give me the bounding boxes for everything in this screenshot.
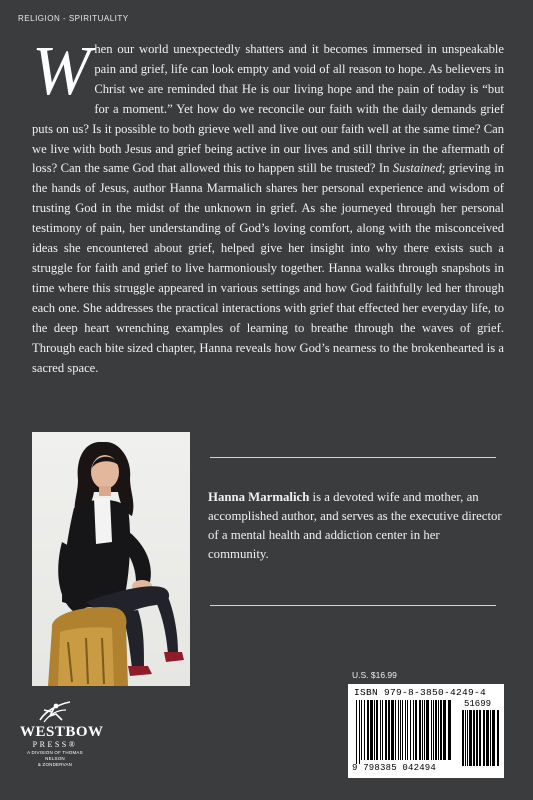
barcode-bar: [422, 700, 423, 760]
author-bio-text: is a devoted wife and mother, an accomplished author, and serves as the executive director of a mental health and addiction center in her community.: [208, 490, 502, 561]
barcode-bar: [385, 700, 387, 760]
barcode-bar: [367, 700, 369, 760]
publisher-logo: [20, 700, 104, 768]
blurb-text-part1: hen our world unexpectedly shatters and it becomes immersed in unspeakable pain and grief, life can look empty and void of all reason to hope. As believers in Christ we are reminded that He is our living hope and the pain of today is “but for a moment.” Yet how do we reconcile our faith with the daily demands grief puts on us? Is it possible to both grieve well and live out our faith well at the same time? Can we live with both Jesus and grief being active in our lives and still thrive in the aftermath of loss? Can the same God that allowed this to happen still be trusted? In: [32, 42, 504, 176]
barcode-bar: [469, 710, 472, 766]
author-photo-illustration: [32, 432, 190, 686]
barcode-bar: [388, 700, 390, 760]
barcode-bar: [374, 700, 375, 760]
category-label: RELIGION - SPIRITUALITY: [18, 14, 129, 23]
barcode-addon-number: 51699: [464, 699, 492, 709]
barcode-bar: [465, 710, 466, 766]
barcode-bar: [402, 700, 403, 760]
author-bio: [208, 488, 503, 564]
book-title-italic: Sustained: [392, 161, 442, 176]
barcode-bar: [395, 700, 396, 760]
barcode-bar: [391, 700, 394, 760]
isbn-number: ISBN 979-8-3850-4249-4: [354, 687, 487, 698]
barcode-bar: [426, 700, 429, 760]
barcode-bar: [415, 700, 417, 760]
barcode-digits: 9 798385 042494: [352, 763, 437, 773]
barcode-bar: [448, 700, 451, 760]
barcode-bar: [438, 700, 439, 760]
barcode-bar: [431, 700, 432, 760]
bio-top-divider: [210, 457, 496, 458]
barcode-bar: [410, 700, 411, 760]
barcode-bar: [440, 700, 442, 760]
barcode-bar: [419, 700, 421, 760]
publisher-archer-icon: [36, 700, 74, 724]
barcode-bar: [361, 700, 362, 760]
barcode-bar: [356, 700, 357, 764]
barcode-bar: [424, 700, 425, 760]
barcode-bar: [376, 700, 378, 760]
publisher-name: WESTBOW: [20, 724, 104, 740]
back-cover-blurb: [32, 33, 504, 378]
barcode-bar: [398, 700, 399, 760]
barcode-bar: [486, 710, 489, 766]
barcode-bar: [492, 710, 495, 766]
barcode-bar: [382, 700, 383, 760]
barcode-bar: [359, 700, 360, 764]
barcode-bar: [380, 700, 381, 760]
barcode-bar: [364, 700, 365, 760]
author-photo: [32, 432, 190, 686]
publisher-tagline-1: A DIVISION OF THOMAS NELSON: [27, 750, 83, 761]
barcode-bar: [479, 710, 481, 766]
publisher-press: PRESS®: [32, 740, 78, 749]
barcode-bar: [370, 700, 373, 760]
barcode-bar: [435, 700, 437, 760]
barcode-bar: [433, 700, 434, 760]
barcode-bar: [476, 710, 478, 766]
barcode-bar: [483, 710, 485, 766]
blurb-text-part2: ; grieving in the hands of Jesus, author Hanna Marmalich shares her personal experience and wisdom of trusting God in the midst of the unknown in grief. As she journeyed through her personal testimony of pain, her understanding of God’s loving comfort, along with the misconceived ideas she encountered about grief, helped give her insight into why there exists such a struggle for faith and grief to live harmoniously together. Hanna walks through snapshots in time where this struggle appeared in various settings and how God faithfully led her through each one. She addresses the practical interactions with grief that effected her everyday life, to the deep heart wrenching examples of learning to breathe through the waves of grief. Through each bite sized chapter, Hanna reveals how God’s nearness to the brokenhearted is a sacred space.: [32, 161, 504, 375]
barcode-bar: [400, 700, 401, 760]
barcode-bar: [413, 700, 414, 760]
barcode-bar: [497, 710, 499, 766]
bio-bottom-divider: [210, 605, 496, 606]
barcode-bar: [490, 710, 491, 766]
publisher-tagline-2: & ZONDERVAN: [37, 762, 73, 767]
barcode-bar: [443, 700, 446, 760]
author-name: Hanna Marmalich: [208, 490, 310, 504]
barcode-bar: [462, 710, 464, 766]
barcode-bar: [405, 700, 406, 760]
drop-cap: W: [32, 33, 91, 110]
price-label: U.S. $16.99: [352, 670, 397, 680]
isbn-barcode: [348, 684, 504, 778]
barcode-bar: [473, 710, 475, 766]
barcode-bar: [467, 710, 468, 766]
barcode-bar: [407, 700, 408, 760]
